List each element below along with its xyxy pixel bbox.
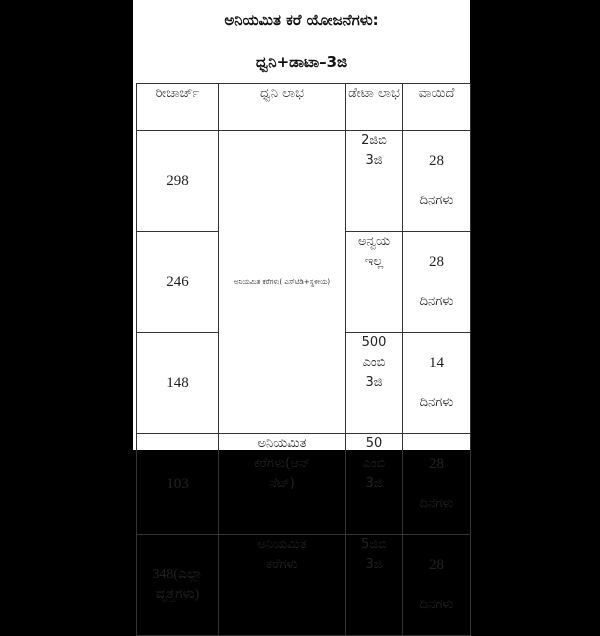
validity-cell — [403, 232, 471, 333]
voice-cell: ಅನಿಯಮಿತ ಕರೆಗಳು(ಆನ್ ನೆಟ್) — [219, 434, 346, 535]
header-data-benefit: ಡೇಟಾ ಲಾಭ — [346, 84, 403, 131]
data-cell: 50 ಎಂಬಿ 3ಜಿ — [346, 434, 403, 535]
data-cell: 5ಜಿಬಿ 3ಜಿ — [346, 535, 403, 636]
validity-unit: ದಿನಗಳು — [419, 395, 454, 410]
validity-days: 28 — [429, 557, 444, 573]
validity-days: 28 — [429, 456, 444, 472]
header-recharge: ರೀಚಾರ್ಜ್ — [137, 84, 219, 131]
voice-cell: ಅನಿಯಮಿತ ಕರೆಗಳು( ಎಸ್‌ಟಿಡಿ+ಸ್ಥಳೀಯ) — [219, 131, 346, 434]
recharge-cell: 103 — [137, 434, 219, 535]
validity-cell — [403, 434, 471, 535]
voice-cell: ಅನಿಯಮಿತ ಕರೆಗಳು — [219, 535, 346, 636]
validity-cell — [403, 535, 471, 636]
validity-unit: ದಿನಗಳು — [419, 496, 454, 511]
validity-days: 28 — [429, 254, 444, 270]
validity-unit: ದಿನಗಳು — [419, 193, 454, 208]
recharge-cell: 148 — [137, 333, 219, 434]
table-header-row — [137, 84, 471, 131]
header-voice-benefit: ಧ್ವನಿ ಲಾಭ — [219, 84, 346, 131]
validity-unit: ದಿನಗಳು — [419, 294, 454, 309]
data-cell: ಅನ್ವಯ ಇಲ್ಲ — [346, 232, 403, 333]
data-cell: 2ಜಿಬಿ 3ಜಿ — [346, 131, 403, 232]
plans-table — [136, 83, 471, 636]
table-row — [137, 131, 471, 232]
validity-unit: ದಿನಗಳು — [419, 597, 454, 612]
document-page — [133, 0, 470, 612]
table-row — [137, 535, 471, 636]
validity-cell — [403, 131, 471, 232]
table-row — [137, 434, 471, 535]
data-cell: 500 ಎಂಬಿ 3ಜಿ — [346, 333, 403, 434]
document-subtitle: ಧ್ವನಿ+ಡಾಟಾ–3ಜಿ — [255, 53, 348, 71]
recharge-cell: 246 — [137, 232, 219, 333]
header-validity: ವಾಯಿದೆ — [403, 84, 471, 131]
validity-days: 14 — [429, 355, 444, 371]
document-title: ಅನಿಯಮಿತ ಕರೆ ಯೋಜನೆಗಳು: — [224, 11, 379, 29]
recharge-cell: 298 — [137, 131, 219, 232]
validity-days: 28 — [429, 153, 444, 169]
recharge-cell: 348(ಎಲ್ಲಾ ವೃತ್ತಗಳು) — [137, 535, 219, 636]
validity-cell — [403, 333, 471, 434]
